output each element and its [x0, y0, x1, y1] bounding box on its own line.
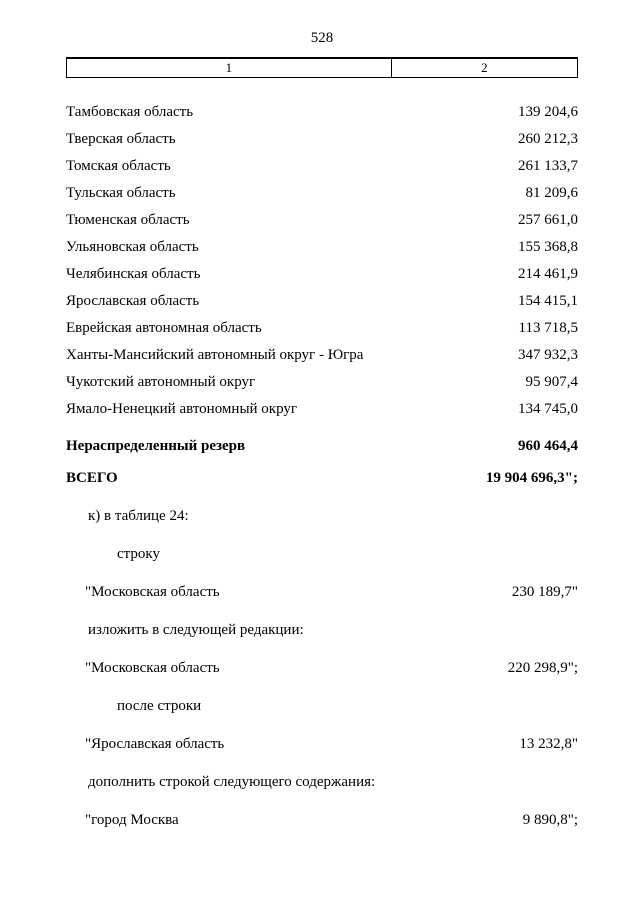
amendment-row-name: "Московская область — [85, 584, 220, 600]
region-value: 81 209,6 — [525, 185, 578, 201]
region-name: Тамбовская область — [66, 104, 194, 120]
amendment-row-value: 13 232,8" — [519, 736, 578, 752]
amendment-row-name: "город Москва — [85, 812, 179, 828]
table-row — [66, 374, 578, 391]
region-value: 261 133,7 — [518, 158, 578, 174]
amendment-paragraph: дополнить строкой следующего содержания: — [88, 774, 376, 790]
table-row — [66, 104, 578, 121]
amendment-paragraph: изложить в следующей редакции: — [88, 622, 304, 638]
table-row — [66, 293, 578, 310]
amendment-row-name: "Московская область — [85, 660, 220, 676]
total-label: ВСЕГО — [66, 470, 118, 486]
table-row-total — [66, 470, 578, 487]
table-row — [66, 239, 578, 256]
table-row — [66, 266, 578, 283]
region-name: Чукотский автономный округ — [66, 374, 256, 390]
table-row — [66, 212, 578, 229]
amendment-paragraph: к) в таблице 24: — [88, 508, 189, 524]
table-row — [66, 185, 578, 202]
region-name: Челябинская область — [66, 266, 201, 282]
table-header-col2: 2 — [481, 60, 488, 75]
table-row-reserve — [66, 438, 578, 455]
amendment-row-value: 220 298,9"; — [507, 660, 578, 676]
region-value: 155 368,8 — [518, 239, 578, 255]
page-number: 528 — [310, 30, 334, 46]
amendment-paragraph: строку — [117, 546, 160, 562]
amendment-paragraph: после строки — [117, 698, 202, 714]
amendment-row — [66, 812, 578, 829]
region-value: 260 212,3 — [518, 131, 578, 147]
table-row — [66, 158, 578, 175]
amendment-row — [66, 660, 578, 677]
region-name: Ульяновская область — [66, 239, 199, 255]
table-row — [66, 401, 578, 418]
region-name: Ямало-Ненецкий автономный округ — [66, 401, 298, 417]
region-value: 113 718,5 — [518, 320, 578, 336]
region-value: 139 204,6 — [518, 104, 578, 120]
table-row — [66, 320, 578, 337]
region-name: Ханты-Мансийский автономный округ - Югра — [66, 347, 364, 363]
table-body — [66, 104, 578, 487]
reserve-value: 960 464,4 — [518, 438, 578, 454]
region-name: Томская область — [66, 158, 171, 174]
amendment-row-value: 9 890,8"; — [522, 812, 578, 828]
table-header — [66, 57, 578, 78]
region-name: Тверская область — [66, 131, 176, 147]
reserve-label: Нераспределенный резерв — [66, 438, 246, 454]
region-value: 95 907,4 — [525, 374, 578, 390]
region-name: Тюменская область — [66, 212, 190, 228]
region-value: 257 661,0 — [518, 212, 578, 228]
table-header-col1: 1 — [67, 59, 392, 77]
total-value: 19 904 696,3"; — [485, 470, 578, 486]
table-row — [66, 347, 578, 364]
table-row — [66, 131, 578, 148]
amendment-row — [66, 736, 578, 753]
amendments-section — [66, 508, 578, 829]
amendment-row — [66, 584, 578, 601]
region-name: Тульская область — [66, 185, 176, 201]
amendment-row-value: 230 189,7" — [511, 584, 578, 600]
region-value: 134 745,0 — [518, 401, 578, 417]
region-name: Еврейская автономная область — [66, 320, 262, 336]
region-value: 214 461,9 — [518, 266, 578, 282]
amendment-row-name: "Ярославская область — [85, 736, 225, 752]
region-value: 347 932,3 — [518, 347, 578, 363]
region-value: 154 415,1 — [518, 293, 578, 309]
region-name: Ярославская область — [66, 293, 200, 309]
